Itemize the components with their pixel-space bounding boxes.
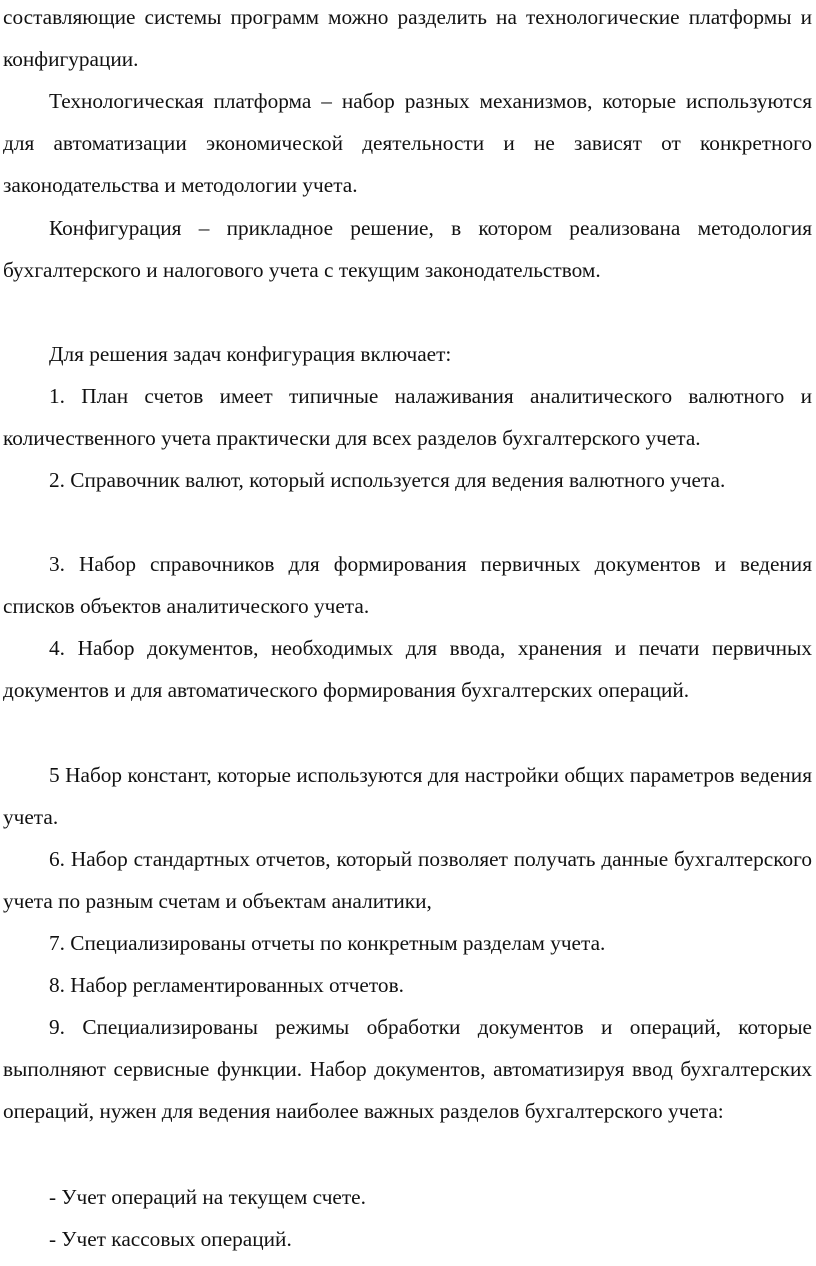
list-item-1: 1. План счетов имеет типичные налаживания аналитического валютного и количественного учета практически для всех разделов бухгалтерского учета. xyxy=(3,384,812,451)
list-item-7: 7. Специализированы отчеты по конкретным разделам учета. xyxy=(49,931,606,955)
paragraph-platform-definition: Технологическая платформа – набор разных механизмов, которые используются для автоматизации экономической деятельности и не зависят от конкретного законодательства и методологии учета. xyxy=(3,89,812,198)
list-item-6: 6. Набор стандартных отчетов, который позволяет получать данные бухгалтерского учета по разным счетам и объектам аналитики, xyxy=(3,847,812,914)
list-item-2: 2. Справочник валют, который используется для ведения валютного учета. xyxy=(49,468,726,492)
bullet-item-cash-operations: - Учет кассовых операций. xyxy=(49,1227,292,1251)
list-item-3: 3. Набор справочников для формирования первичных документов и ведения списков объектов аналитического учета. xyxy=(3,552,812,619)
paragraph-configuration-definition: Конфигурация – прикладное решение, в котором реализована методология бухгалтерского и налогового учета с текущим законодательством. xyxy=(3,216,812,283)
paragraph-continuation: составляющие системы программ можно разделить на технологические платформы и конфигурации. xyxy=(3,5,812,72)
list-item-5: 5 Набор констант, которые используются для настройки общих параметров ведения учета. xyxy=(3,763,812,830)
list-item-9: 9. Специализированы режимы обработки документов и операций, которые выполняют сервисные функции. Набор документов, автоматизируя ввод бухгалтерских операций, нужен для ведения наиболее важных разделов бухгалтерского учета: xyxy=(3,1015,812,1124)
list-item-8: 8. Набор регламентированных отчетов. xyxy=(49,973,404,997)
paragraph-list-intro: Для решения задач конфигурация включает: xyxy=(49,342,452,366)
list-item-4: 4. Набор документов, необходимых для ввода, хранения и печати первичных документов и для автоматического формирования бухгалтерских операций. xyxy=(3,636,812,703)
bullet-item-current-account: - Учет операций на текущем счете. xyxy=(49,1185,366,1209)
